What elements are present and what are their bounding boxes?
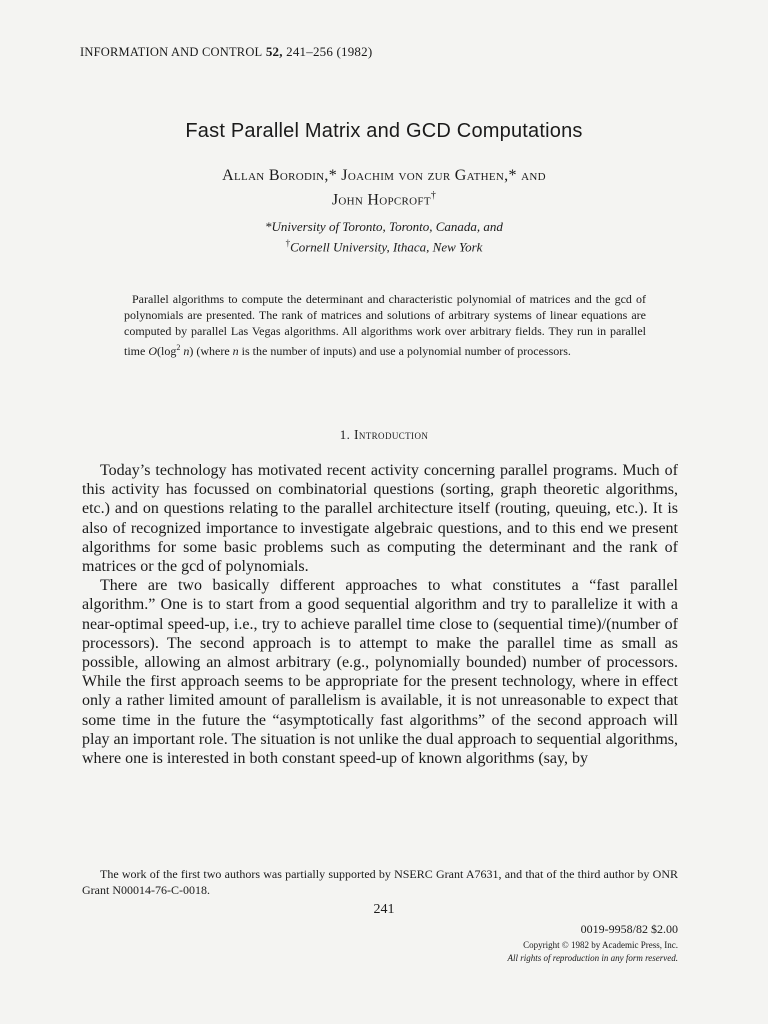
paragraph-2: There are two basically different approaches to what constitutes a “fast parallel algorithm.” One is to start from a good sequential algorithm and try to parallelize it with a near-optimal speed-up, i.e., try to achieve parallel time close to (sequential time)/(number of processors). The second approach is to attempt to make the parallel time as small as possible, allowing an almost arbitrary (e.g., polynomially bounded) number of processors. While the first approach seems to be appropriate for the present technology, where in effect only a rather limited amount of parallelism is available, it is not unreasonable to expect that some time in the future the “asymptotically fast algorithms” of the second approach will play an important role. The situation is not unlike the dual approach to sequential algorithms, where one is interested in both constant speed-up of known algorithms (say, by <box>82 577 679 768</box>
running-header <box>80 44 372 60</box>
copyright-line-1: Copyright © 1982 by Academic Press, Inc. <box>523 940 678 950</box>
journal-volume: 52, <box>265 44 283 59</box>
affiliation-line-2 <box>0 235 768 255</box>
section-title: Introduction <box>353 427 429 442</box>
copyright-line-2: All rights of reproduction in any form reserved. <box>507 953 678 963</box>
abstract-exponent: 2 <box>176 342 181 352</box>
paragraph-1: Today’s technology has motivated recent activity concerning parallel programs. Much of this activity has focussed on combinatorial questions (sorting, graph theoretic algorithms, etc.) and on questions relating to the parallel architecture itself (routing, queuing, etc.). It is also of recognized importance to investigate algebraic questions, and to this end we present algorithms for some basic problems such as computing the determinant and the rank of matrices or the gcd of polynomials. <box>82 462 678 576</box>
journal-pages-year: 241–256 (1982) <box>286 44 373 59</box>
paper-title: Fast Parallel Matrix and GCD Computations <box>185 120 583 142</box>
affiliation-dagger-mark: † <box>285 238 291 248</box>
authors-line-1: Allan Borodin,* Joachim von zur Gathen,* and <box>222 167 546 184</box>
copyright-notice <box>508 939 678 965</box>
body-text <box>82 461 678 768</box>
affiliation-line-1: *University of Toronto, Toronto, Canada, and <box>265 219 503 234</box>
affiliation-cornell: Cornell University, Ithaca, New York <box>290 239 483 255</box>
issn-price: 0019-9958/82 $2.00 <box>580 922 678 936</box>
page-number: 241 <box>373 902 395 917</box>
abstract-n-2: n <box>232 343 239 358</box>
abstract-log: (log <box>157 343 177 358</box>
journal-name: INFORMATION AND CONTROL <box>80 45 263 59</box>
affiliations <box>0 219 768 255</box>
dagger-mark: † <box>430 190 437 201</box>
abstract-big-o: O <box>148 343 157 358</box>
author-list <box>0 166 768 210</box>
section-number: 1. <box>339 427 351 442</box>
abstract-text-3: is the number of inputs) and use a polynomial number of processors. <box>238 343 571 358</box>
abstract-text-2: ) (where <box>189 343 233 358</box>
abstract <box>124 291 646 359</box>
authors-line-2 <box>0 186 768 210</box>
abstract-text-1: Parallel algorithms to compute the determinant and characteristic polynomial of matrices and the gcd of polynomials are presented. The rank of matrices and solutions of arbitrary systems of linear equations are computed by parallel Las Vegas algorithms. All algorithms work over arbitrary fields. They run in parallel time <box>124 292 646 358</box>
footnote: The work of the first two authors was partially supported by NSERC Grant A7631, and that of the third author by ONR Grant N00014-76-C-0018. <box>82 867 678 897</box>
author-hopcroft: John Hopcroft <box>331 191 431 209</box>
section-heading <box>0 427 768 443</box>
abstract-n: n <box>180 343 190 358</box>
